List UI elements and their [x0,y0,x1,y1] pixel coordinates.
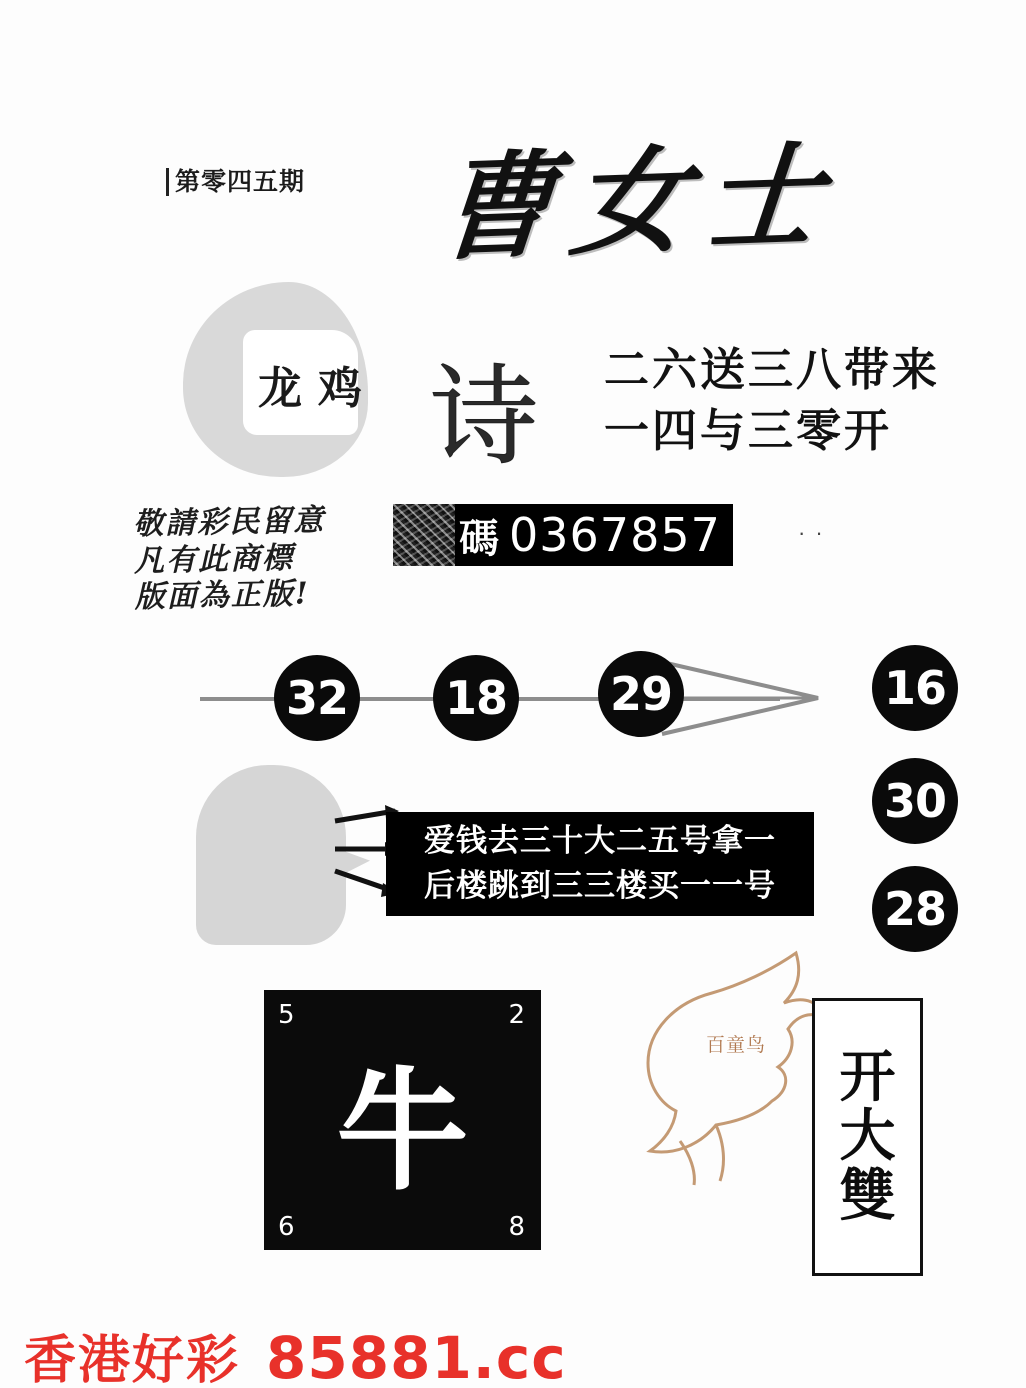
panel-corner-number: 8 [508,1212,525,1242]
bird-label: 百童鸟 [706,1034,767,1056]
bird-outline-icon [620,945,840,1195]
zodiac-label-rooster: 鸡 [318,363,362,414]
arrow-head-icon [660,652,820,744]
number-ball: 30 [872,758,958,844]
banner-line-1: 爱钱去三十大二五号拿一 [424,823,776,860]
panel-corner-number: 5 [278,1000,295,1030]
number-ball: 28 [872,866,958,952]
number-ball: 16 [872,645,958,731]
number-ball: 29 [598,651,684,737]
notice-line-1: 敬請彩民留意 [132,503,326,543]
notice-line-2: 凡有此商標 [133,540,295,579]
banner-line-2: 后楼跳到三三楼买一一号 [424,868,776,904]
panel-corner-number: 6 [278,1212,295,1242]
authenticity-notice [133,503,327,617]
head-silhouette-icon [196,765,346,945]
number-ball: 18 [433,655,519,741]
code-bar [393,504,733,566]
vertical-phrase-char: 开 [839,1044,896,1111]
notice-line-3: 版面為正版! [134,576,311,616]
vertical-phrase-char: 雙 [839,1162,896,1229]
footer-watermark [24,1318,567,1388]
page-title: 曹女士 [432,128,845,277]
message-banner [386,812,814,916]
poem-line-1: 二六送三八带来 [604,343,941,396]
zodiac-character-panel [264,990,541,1250]
poem-line-2: 一四与三零开 [604,403,893,457]
poem-heading-character: 诗 [430,355,539,480]
footer-url: 85881.cc [266,1324,567,1388]
issue-number: 第零四五期 [166,168,305,196]
decorative-dots: ·· [798,520,833,545]
zodiac-label-dragon: 龙 [258,363,302,414]
poem-text [604,340,940,462]
trademark-stamp-icon [393,504,455,566]
panel-corner-number: 2 [508,1000,525,1030]
code-digits: 0367857 [505,504,733,566]
footer-brand: 香港好彩 [24,1331,241,1388]
vertical-phrase-frame [812,998,923,1276]
panel-character: 牛 [336,1054,469,1209]
number-ball: 32 [274,655,360,741]
vertical-phrase-char: 大 [839,1103,896,1170]
code-label: 碼 [455,504,505,566]
